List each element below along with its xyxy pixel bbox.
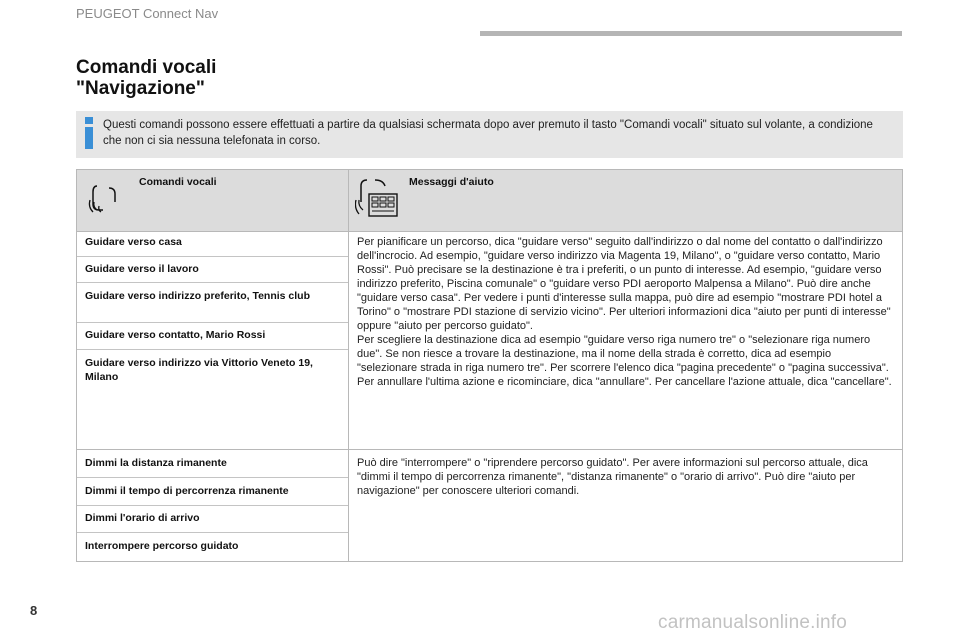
column-divider [348,231,349,562]
row-divider [77,505,348,506]
command-orario-arrivo: Dimmi l'orario di arrivo [85,512,200,524]
table-header [77,170,902,232]
header-bar [480,31,902,36]
command-distanza-rimanente: Dimmi la distanza rimanente [85,457,227,469]
page-title-line-1: Comandi vocali [76,57,217,78]
command-guidare-preferito: Guidare verso indirizzo preferito, Tennis club [85,290,311,302]
page-title-line-2: "Navigazione" [76,78,205,99]
row-divider [77,477,348,478]
row-divider [77,322,348,323]
group-divider [77,449,902,450]
command-guidare-lavoro: Guidare verso il lavoro [85,263,199,275]
row-divider [77,256,348,257]
help-text-group-2: Può dire "interrompere" o "riprendere percorso guidato". Per avere informazioni sul percorso attuale, dica "dimmi il tempo di percorrenza rimanente", "distanza rimanente" o "orario di arrivo". Può dire "aiuto per navigazione" per conoscere ulteriori comandi. [357,457,868,497]
help-paragraph-1: Per pianificare un percorso, dica "guidare verso" seguito dall'indirizzo o dal nome del contatto o dall'indirizzo dell'incrocio. Ad esempio, "guidare verso indirizzo via Magenta 19, Milano", o "guidare verso contatto, Mario Rossi". Può precisare se la destinazione è tra i preferiti, o un punto di interesse. Ad esempio, "guidare verso indirizzo preferito, Piscina comunale" o "guidare verso PDI aeroporto Malpensa a Milano". Può dire anche "guidare verso casa". Per vedere i punti d'interesse sulla mappa, può dire ad esempio "mostrare PDI hotel a Torino" o "mostrare PDI stazione di servizio vicino". Per ulteriori informazioni dica "aiuto per punti di interesse" oppure "aiuto per percorso guidato". [357,236,891,332]
table-header-commands [77,170,349,231]
command-interrompere: Interrompere percorso guidato [85,540,239,552]
command-tempo-percorrenza: Dimmi il tempo di percorrenza rimanente [85,485,289,497]
header-title: PEUGEOT Connect Nav [76,6,219,21]
watermark: carmanualsonline.info [658,612,848,633]
table-header-help [349,170,902,231]
info-text: Questi comandi possono essere effettuati a partire da qualsiasi schermata dopo aver premuto il tasto "Comandi vocali" situato sul volante, a condizione che non ci sia nessuna telefonata in corso. [103,119,873,147]
col2-header-label: Messaggi d'aiuto [409,176,494,188]
command-guidare-contatto: Guidare verso contatto, Mario Rossi [85,329,266,341]
command-guidare-casa: Guidare verso casa [85,236,182,248]
page-number: 8 [30,603,38,618]
col1-header-label: Comandi vocali [139,176,217,188]
help-paragraph-2: Per scegliere la destinazione dica ad esempio "guidare verso riga numero tre" o "selezionare riga numero due". Se non riesce a trovare la destinazione, ma il nome della strada è corretto, dica ad esempio "selezionare strada in riga numero tre". Per scorrere l'elenco dica "pagina precedente" o "pagina successiva". Per annullare l'ultima azione e ricominciare, dica "annullare". Per cancellare l'azione attuale, dica "cancellare". [357,334,892,388]
voice-help-screen-icon [355,176,401,222]
page-title [76,57,216,99]
help-text-group-1 [357,235,892,389]
info-box [76,111,903,158]
row-divider [77,349,348,350]
row-divider [77,532,348,533]
info-icon [83,117,95,149]
row-divider [77,282,348,283]
command-guidare-indirizzo: Guidare verso indirizzo via Vittorio Veneto 19, Milano [85,357,313,383]
voice-commands-table [76,169,903,562]
voice-command-icon [87,182,121,216]
